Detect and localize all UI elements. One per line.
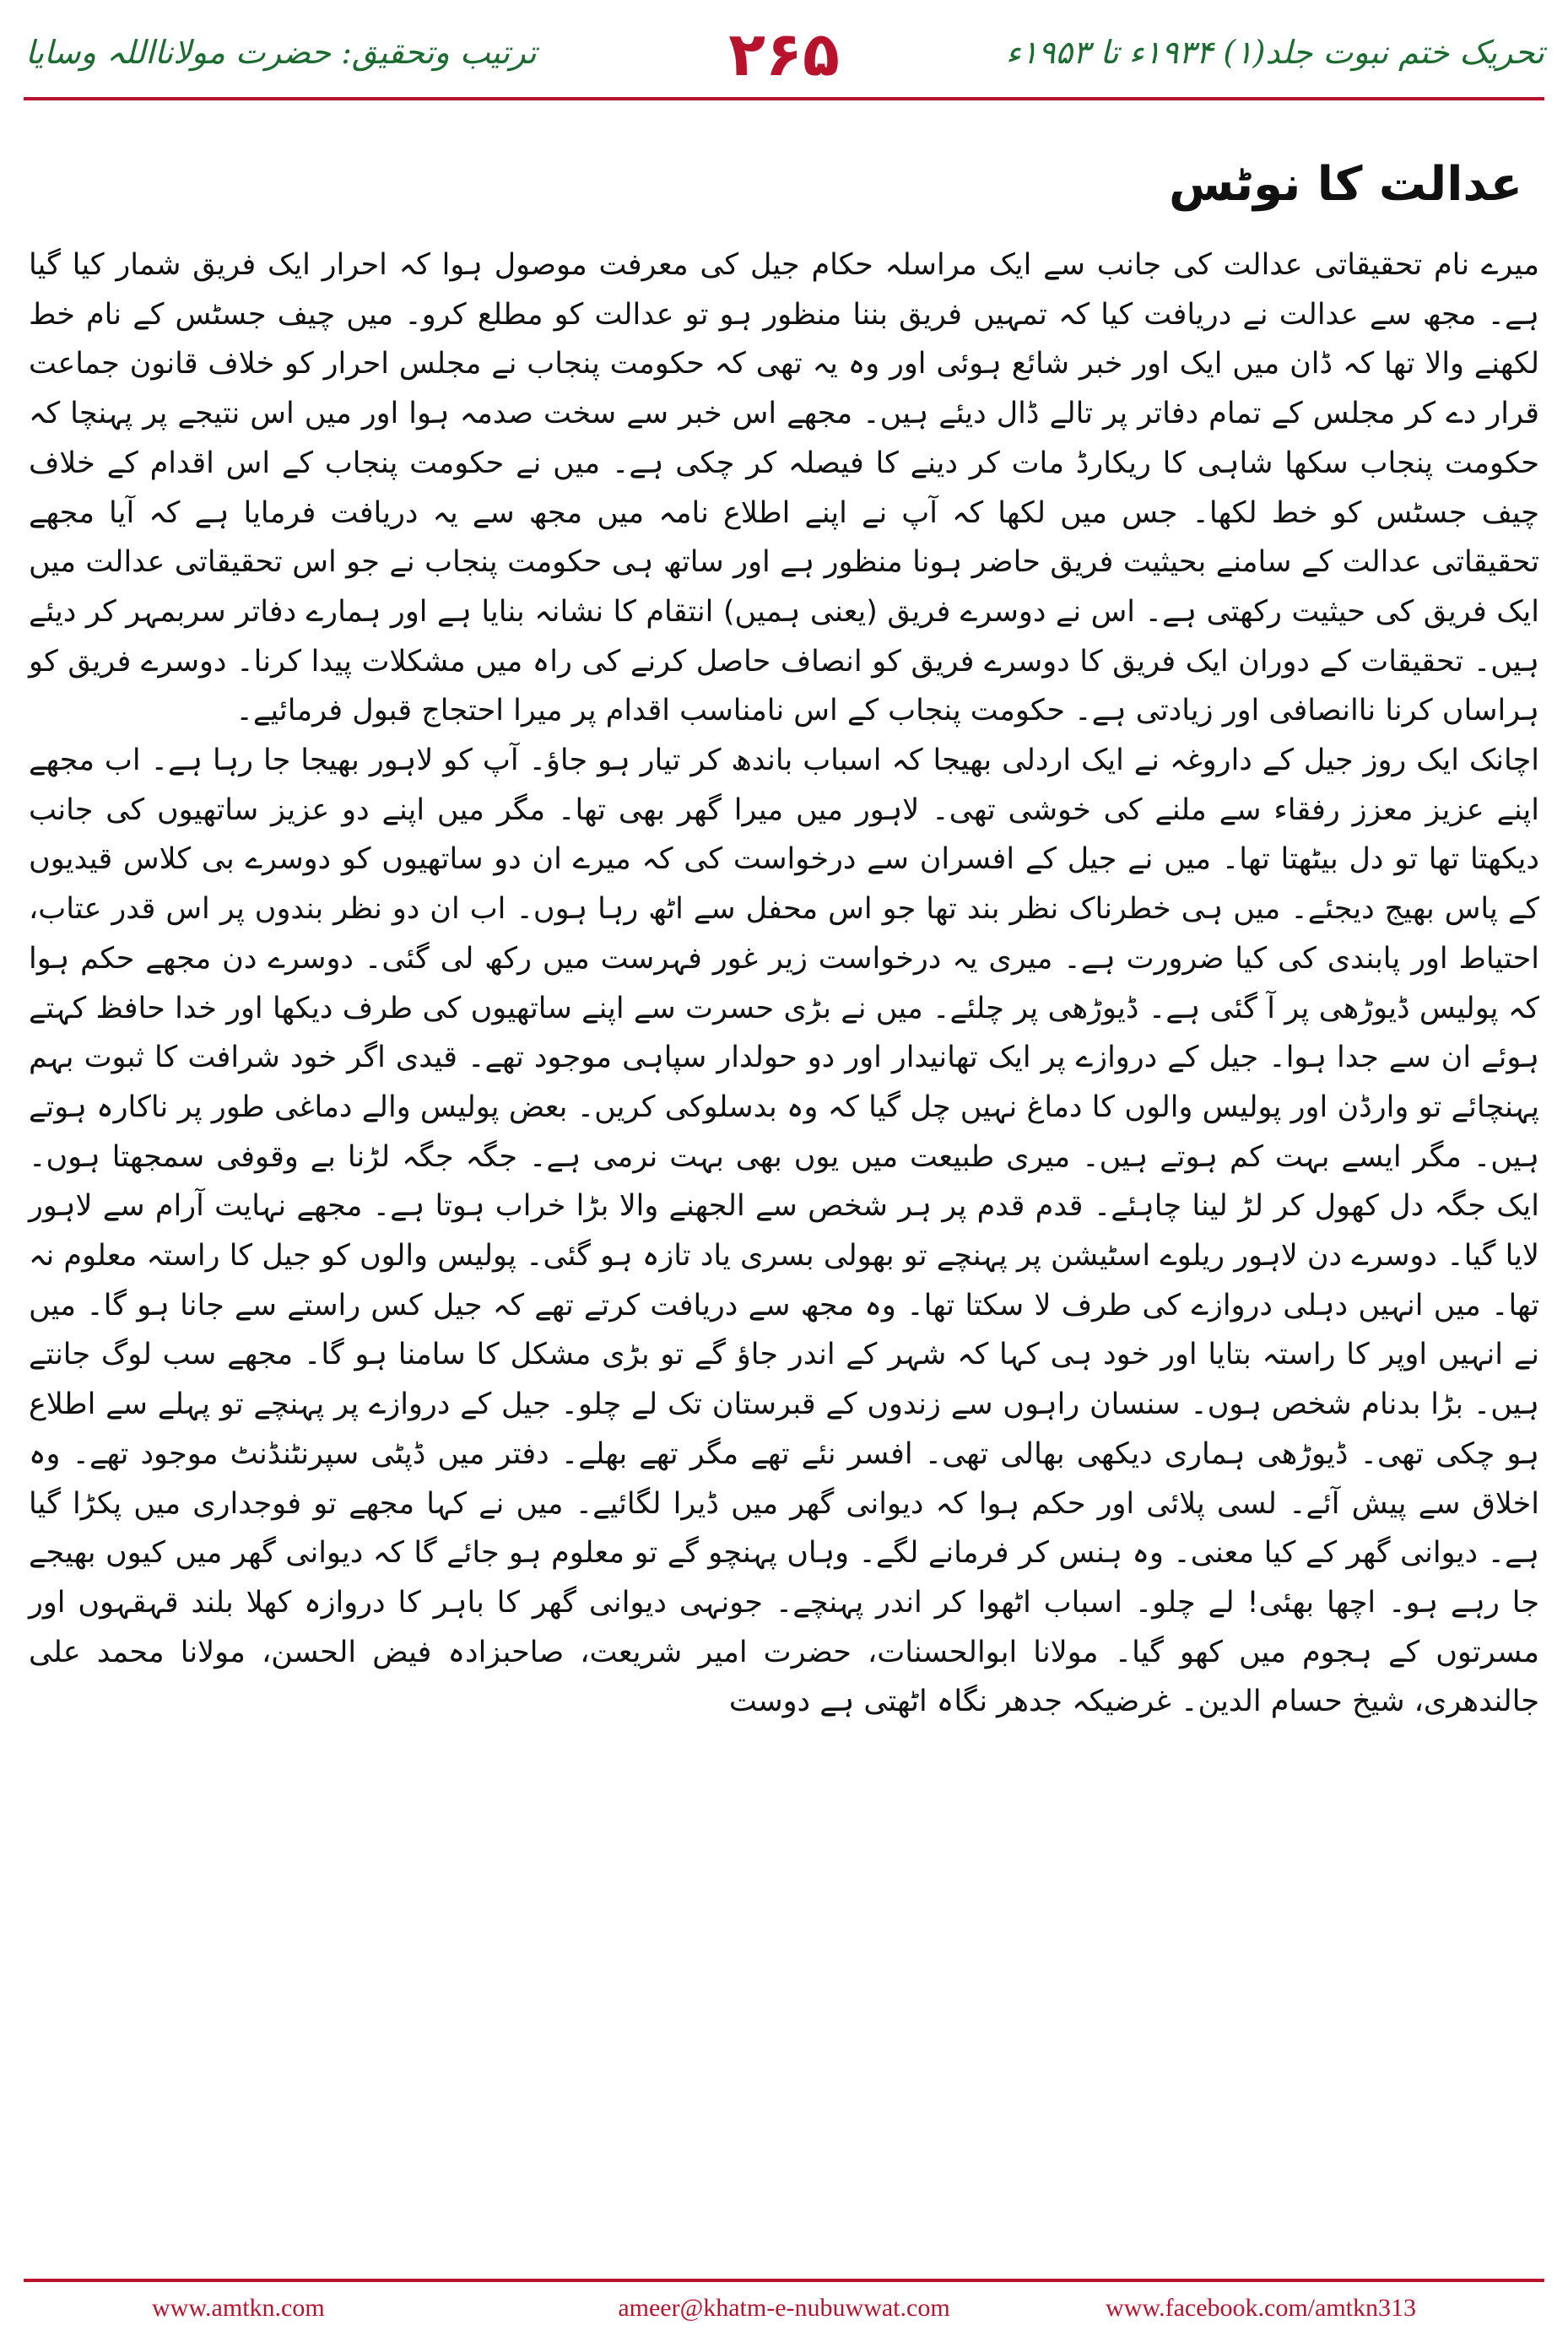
compiler-credit: ترتیب وتحقیق: حضرت مولانااللہ وسایا xyxy=(25,34,537,71)
header-divider xyxy=(24,97,1544,100)
section-heading: عدالت کا نوٹس xyxy=(1168,157,1522,212)
page-header xyxy=(0,0,1568,105)
facebook-link[interactable]: www.facebook.com/amtkn313 xyxy=(1106,2294,1416,2322)
page-number: ۲۶۵ xyxy=(728,19,840,89)
page-body xyxy=(29,148,1539,1727)
website-link[interactable]: www.amtkn.com xyxy=(152,2294,325,2322)
email-link[interactable]: ameer@khatm-e-nubuwwat.com xyxy=(618,2294,950,2322)
paragraph-court-notice: میرے نام تحقیقاتی عدالت کی جانب سے ایک مراسلہ حکام جیل کی معرفت موصول ہوا کہ احرار ایک فریق شمار کیا گیا ہے۔ مجھ سے عدالت نے دریافت کیا کہ تمہیں فریق بننا منظور ہو تو عدالت کو مطلع کرو۔ میں چیف جسٹس کے نام خط لکھنے والا تھا کہ ڈان میں ایک اور خبر شائع ہوئی اور وہ یہ تھی کہ حکومت پنجاب نے مجلس احرار کو خلاف قانون جماعت قرار دے کر مجلس کے تمام دفاتر پر تالے ڈال دیئے ہیں۔ مجھے اس خبر سے سخت صدمہ ہوا اور میں اس نتیجے پر پہنچا کہ حکومت پنجاب سکھا شاہی کا ریکارڈ مات کر دینے کا فیصلہ کر چکی ہے۔ میں نے حکومت پنجاب کے اس اقدام کے خلاف چیف جسٹس کو خط لکھا۔ جس میں لکھا کہ آپ نے اپنے اطلاع نامہ میں مجھ سے یہ دریافت فرمایا ہے کہ آیا مجھے تحقیقاتی عدالت کے سامنے بحیثیت فریق حاضر ہونا منظور ہے اور ساتھ ہی حکومت پنجاب نے جو اس تحقیقاتی عدالت میں ایک فریق کی حیثیت رکھتی ہے۔ اس نے دوسرے فریق (یعنی ہمیں) انتقام کا نشانہ بنایا ہے اور ہمارے دفاتر سربمہر کر دیئے ہیں۔ تحقیقات کے دوران ایک فریق کا دوسرے فریق کو انصاف حاصل کرنے کی راہ میں مشکلات پیدا کرنا۔ دوسرے فریق کو ہراساں کرنا ناانصافی اور زیادتی ہے۔ حکومت پنجاب کے اس نامناسب اقدام پر میرا احتجاج قبول فرمائیے۔ xyxy=(29,248,1539,728)
footer-divider xyxy=(24,2279,1544,2282)
paragraph-transfer-lahore: اچانک ایک روز جیل کے داروغہ نے ایک اردلی بھیجا کہ اسباب باندھ کر تیار ہو جاؤ۔ آپ کو لاہور بھیجا جا رہا ہے۔ اب مجھے اپنے عزیز معزز رفقاء سے ملنے کی خوشی تھی۔ لاہور میں میرا گھر بھی تھا۔ مگر میں اپنے دو عزیز ساتھیوں کی جانب دیکھتا تھا تو دل بیٹھتا تھا۔ میں نے جیل کے افسران سے درخواست کی کہ میرے ان دو ساتھیوں کو دوسرے بی کلاس قیدیوں کے پاس بھیج دیجئے۔ میں ہی خطرناک نظر بند تھا جو اس محفل سے اٹھ رہا ہوں۔ اب ان دو نظر بندوں پر اس قدر عتاب، احتیاط اور پابندی کی کیا ضرورت ہے۔ میری یہ درخواست زیر غور فہرست میں رکھ لی گئی۔ دوسرے دن مجھے حکم ہوا کہ پولیس ڈیوڑھی پر آ گئی ہے۔ ڈیوڑھی پر چلئے۔ میں نے بڑی حسرت سے اپنے ساتھیوں کی طرف دیکھا اور خدا حافظ کہتے ہوئے ان سے جدا ہوا۔ جیل کے دروازے پر ایک تھانیدار اور دو حولدار سپاہی موجود تھے۔ قیدی اگر خود شرافت کا ثبوت بہم پہنچائے تو وارڈن اور پولیس والوں کا دماغ نہیں چل گیا کہ وہ بدسلوکی کریں۔ بعض پولیس والے دماغی طور پر ناکارہ ہوتے ہیں۔ مگر ایسے بہت کم ہوتے ہیں۔ میری طبیعت میں یوں بھی بہت نرمی ہے۔ جگہ جگہ لڑنا بے وقوفی سمجھتا ہوں۔ ایک جگہ دل کھول کر لڑ لینا چاہئے۔ قدم قدم پر ہر شخص سے الجھنے والا بڑا خراب ہوتا ہے۔ مجھے نہایت آرام سے لاہور لایا گیا۔ دوسرے دن لاہور ریلوے اسٹیشن پر پہنچے تو بھولی بسری یاد تازہ ہو گئی۔ پولیس والوں کو جیل کا راستہ معلوم نہ تھا۔ میں انہیں دہلی دروازے کی طرف لا سکتا تھا۔ وہ مجھ سے دریافت کرتے تھے کہ جیل کس راستے سے جانا ہو گا۔ میں نے انہیں اوپر کا راستہ بتایا اور خود ہی کہا کہ شہر کے اندر جاؤ گے تو بڑی مشکل کا سامنا ہو گا۔ مجھے سب لوگ جانتے ہیں۔ بڑا بدنام شخص ہوں۔ سنسان راہوں سے زندوں کے قبرستان تک لے چلو۔ جیل کے دروازے پر پہنچے تو پہلے سے اطلاع ہو چکی تھی۔ ڈیوڑھی ہماری دیکھی بھالی تھی۔ افسر نئے تھے مگر تھے بھلے۔ دفتر میں ڈپٹی سپرنٹنڈنٹ موجود تھے۔ وہ اخلاق سے پیش آئے۔ لسی پلائی اور حکم ہوا کہ دیوانی گھر میں ڈیرا لگائیے۔ میں نے کہا مجھے تو فوجداری میں پکڑا گیا ہے۔ دیوانی گھر کے کیا معنی۔ وہ ہنس کر فرمانے لگے۔ وہاں پہنچو گے تو معلوم ہو جائے گا کہ دیوانی گھر میں کیوں بھیجے جا رہے ہو۔ اچھا بھئی! لے چلو۔ اسباب اٹھوا کر اندر پہنچے۔ جونہی دیوانی گھر کا باہر کا دروازہ کھلا بلند قہقہوں اور مسرتوں کے ہجوم میں کھو گیا۔ مولانا ابوالحسنات، حضرت امیر شریعت، صاحبزادہ فیض الحسن، مولانا محمد علی جالندھری، شیخ حسام الدین۔ غرضیکہ جدھر نگاہ اٹھتی ہے دوست xyxy=(29,744,1539,1719)
book-title: تحریک ختم نبوت جلد(۱) ۱۹۳۴ء تا ۱۹۵۳ء xyxy=(1005,34,1544,71)
page-footer xyxy=(0,2279,1568,2342)
